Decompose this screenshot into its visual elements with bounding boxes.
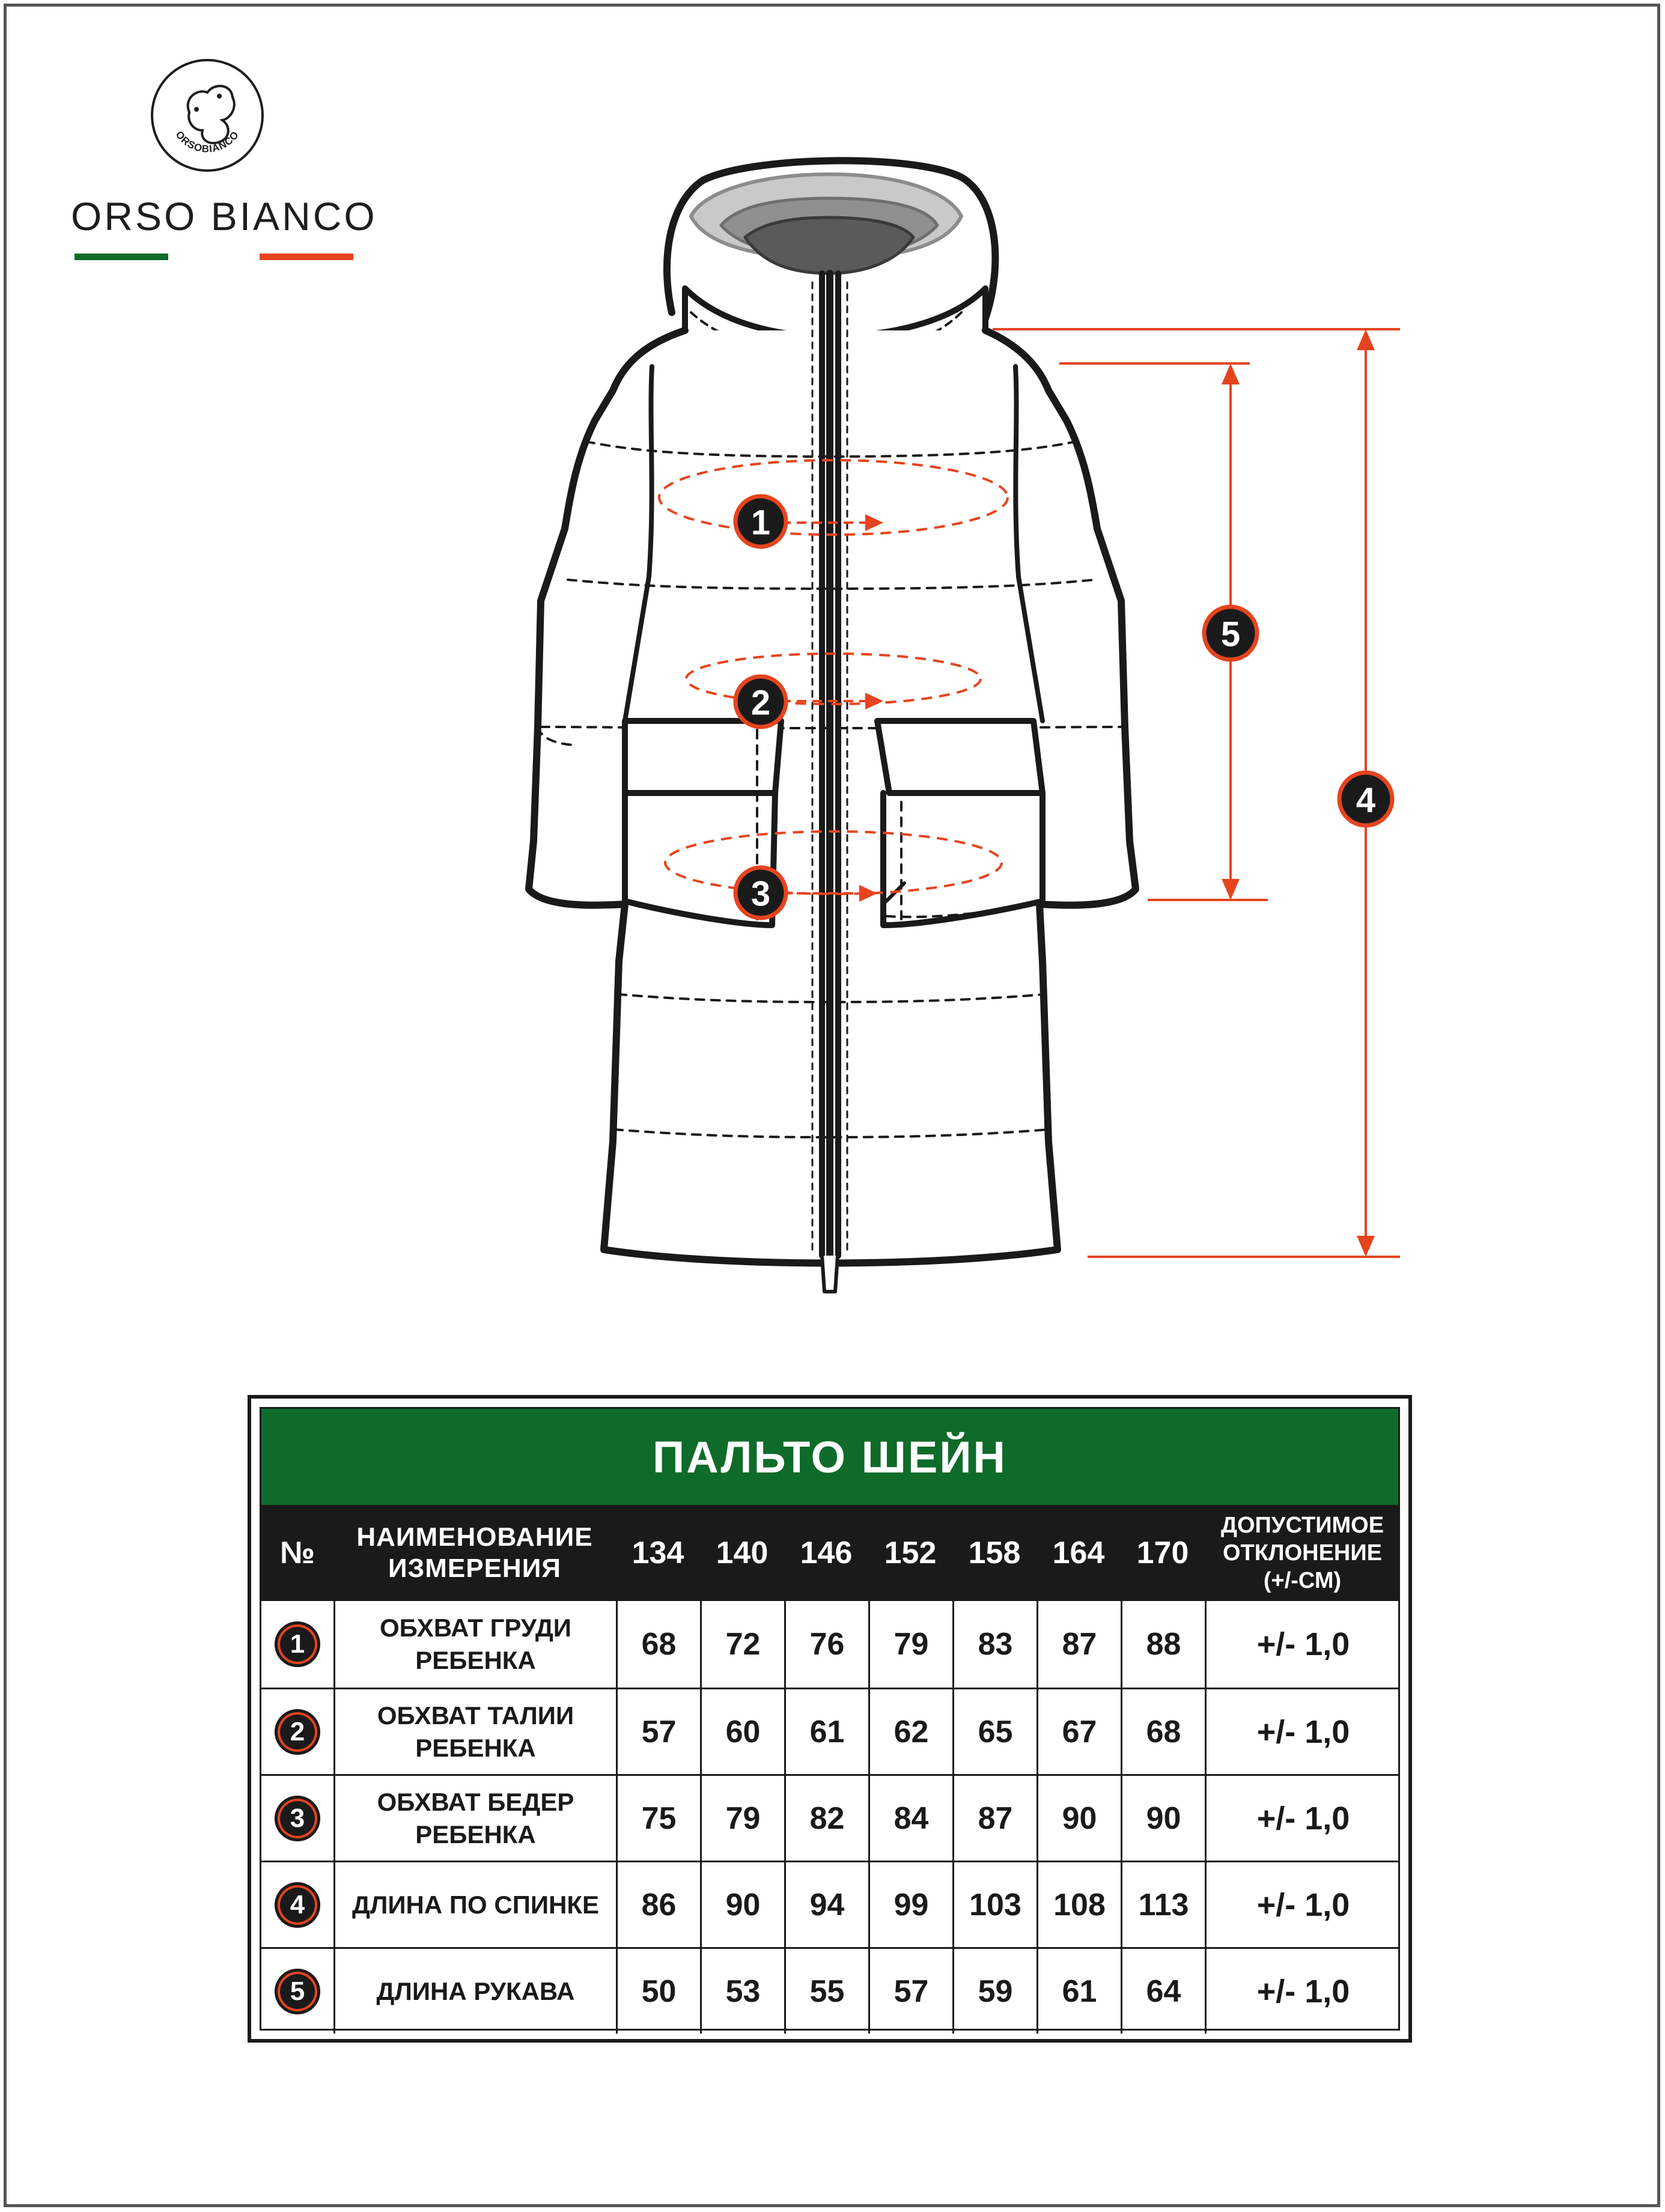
size-value-cell: 65 bbox=[952, 1689, 1036, 1774]
size-value-cell: 113 bbox=[1121, 1862, 1205, 1947]
header-name-line2: ИЗМЕРЕНИЯ bbox=[388, 1554, 561, 1583]
marker-4-label: 4 bbox=[1356, 780, 1376, 820]
size-value-cell: 55 bbox=[784, 1949, 868, 2034]
tolerance-cell: +/- 1,0 bbox=[1205, 1689, 1400, 1774]
row-number-badge bbox=[275, 1621, 320, 1667]
size-value-cell: 86 bbox=[616, 1862, 700, 1947]
size-value-cell: 108 bbox=[1036, 1862, 1121, 1947]
table-header bbox=[261, 1505, 1398, 1601]
size-value-cell: 50 bbox=[616, 1949, 700, 2034]
header-tolerance-line3: (+/-СМ) bbox=[1263, 1568, 1342, 1593]
measurement-name-line2: РЕБЕНКА bbox=[415, 1733, 536, 1762]
measurement-name-line1: ОБХВАТ ГРУДИ bbox=[380, 1614, 571, 1642]
measurement-name-line1: ДЛИНА РУКАВА bbox=[376, 1977, 575, 2005]
header-size: 170 bbox=[1136, 1536, 1189, 1570]
size-value-cell: 84 bbox=[868, 1776, 952, 1861]
size-value-cell: 94 bbox=[784, 1862, 868, 1947]
size-value-cell: 64 bbox=[1121, 1949, 1205, 2034]
size-value-cell: 68 bbox=[616, 1601, 700, 1688]
tolerance-cell: +/- 1,0 bbox=[1205, 1776, 1400, 1861]
header-size: 158 bbox=[968, 1536, 1021, 1570]
row-number-cell bbox=[261, 1689, 333, 1774]
size-value-cell: 79 bbox=[868, 1601, 952, 1688]
marker-5 bbox=[1204, 607, 1257, 660]
size-table-inner bbox=[260, 1407, 1400, 2031]
row-number-cell bbox=[261, 1776, 333, 1861]
marker-5-label: 5 bbox=[1220, 615, 1241, 654]
marker-3-label: 3 bbox=[750, 874, 771, 914]
tolerance-cell: +/- 1,0 bbox=[1205, 1601, 1400, 1688]
row-number-badge bbox=[275, 1882, 320, 1928]
size-value-cell: 90 bbox=[1121, 1776, 1205, 1861]
size-value-cell: 90 bbox=[1036, 1776, 1121, 1861]
tolerance-cell: +/- 1,0 bbox=[1205, 1862, 1400, 1947]
header-size: 152 bbox=[884, 1536, 937, 1570]
size-value-cell: 90 bbox=[700, 1862, 784, 1947]
zipper-pull bbox=[822, 1256, 838, 1292]
table-body bbox=[261, 1601, 1398, 2029]
header-size: 164 bbox=[1052, 1536, 1105, 1570]
header-number: № bbox=[280, 1536, 315, 1570]
measurement-name-cell bbox=[333, 1949, 616, 2034]
row-number: 1 bbox=[280, 1627, 315, 1662]
emblem-text: ORSOBIANCO bbox=[173, 129, 242, 155]
header-size: 146 bbox=[800, 1536, 853, 1570]
measurement-name-line1: ОБХВАТ БЕДЕР bbox=[377, 1787, 574, 1816]
marker-4 bbox=[1339, 773, 1392, 825]
row-number-cell bbox=[261, 1862, 333, 1947]
row-number: 3 bbox=[280, 1801, 315, 1836]
size-value-cell: 76 bbox=[784, 1601, 868, 1688]
size-value-cell: 53 bbox=[700, 1949, 784, 2034]
row-number-cell bbox=[261, 1601, 333, 1688]
size-value-cell: 88 bbox=[1121, 1601, 1205, 1688]
header-size: 140 bbox=[716, 1536, 769, 1570]
size-value-cell: 61 bbox=[784, 1689, 868, 1774]
marker-1-label: 1 bbox=[750, 503, 771, 542]
size-value-cell: 83 bbox=[952, 1601, 1036, 1688]
table-row bbox=[261, 1861, 1398, 1947]
table-row bbox=[261, 1688, 1398, 1774]
measurement-name-cell bbox=[333, 1862, 616, 1947]
header-tolerance-line1: ДОПУСТИМОЕ bbox=[1220, 1513, 1384, 1538]
header-measurement-name bbox=[333, 1505, 616, 1601]
marker-1 bbox=[735, 496, 786, 547]
marker-3 bbox=[735, 867, 786, 918]
row-number: 5 bbox=[280, 1974, 315, 2009]
measurement-name-cell bbox=[333, 1601, 616, 1688]
marker-2-label: 2 bbox=[750, 683, 771, 723]
row-number-badge bbox=[275, 1796, 320, 1841]
tolerance-cell: +/- 1,0 bbox=[1205, 1949, 1400, 2034]
size-value-cell: 59 bbox=[952, 1949, 1036, 2034]
row-number-badge bbox=[275, 1709, 320, 1755]
size-value-cell: 67 bbox=[1036, 1689, 1121, 1774]
size-value-cell: 87 bbox=[1036, 1601, 1121, 1688]
size-value-cell: 82 bbox=[784, 1776, 868, 1861]
row-number-badge bbox=[275, 1969, 320, 2014]
size-value-cell: 57 bbox=[868, 1949, 952, 2034]
header-tolerance bbox=[1205, 1505, 1400, 1601]
size-value-cell: 75 bbox=[616, 1776, 700, 1861]
row-number-cell bbox=[261, 1949, 333, 2034]
table-title: ПАЛЬТО ШЕЙН bbox=[261, 1409, 1398, 1505]
measurement-name-cell bbox=[333, 1776, 616, 1861]
table-row bbox=[261, 1601, 1398, 1688]
size-value-cell: 79 bbox=[700, 1776, 784, 1861]
size-value-cell: 87 bbox=[952, 1776, 1036, 1861]
measurement-name-line1: ОБХВАТ ТАЛИИ bbox=[377, 1701, 574, 1730]
measurement-name-line2: РЕБЕНКА bbox=[415, 1646, 536, 1674]
size-value-cell: 60 bbox=[700, 1689, 784, 1774]
measurement-name-line2: РЕБЕНКА bbox=[415, 1820, 536, 1849]
header-tolerance-line2: ОТКЛОНЕНИЕ bbox=[1222, 1540, 1383, 1566]
size-table bbox=[248, 1395, 1412, 2043]
size-value-cell: 57 bbox=[616, 1689, 700, 1774]
size-value-cell: 103 bbox=[952, 1862, 1036, 1947]
size-value-cell: 99 bbox=[868, 1862, 952, 1947]
row-number: 2 bbox=[280, 1715, 315, 1749]
table-row bbox=[261, 1774, 1398, 1861]
table-row bbox=[261, 1947, 1398, 2034]
header-name-line1: НАИМЕНОВАНИЕ bbox=[356, 1522, 593, 1552]
size-value-cell: 72 bbox=[700, 1601, 784, 1688]
header-size: 134 bbox=[632, 1536, 684, 1570]
size-value-cell: 62 bbox=[868, 1689, 952, 1774]
pocket-right bbox=[877, 721, 1043, 793]
measurement-name-line1: ДЛИНА ПО СПИНКЕ bbox=[352, 1890, 600, 1919]
row-number: 4 bbox=[280, 1888, 315, 1922]
measurement-name-cell bbox=[333, 1689, 616, 1774]
brand-name: ORSO BIANCO bbox=[71, 194, 377, 239]
size-value-cell: 61 bbox=[1036, 1949, 1121, 2034]
size-value-cell: 68 bbox=[1121, 1689, 1205, 1774]
marker-2 bbox=[735, 676, 786, 727]
